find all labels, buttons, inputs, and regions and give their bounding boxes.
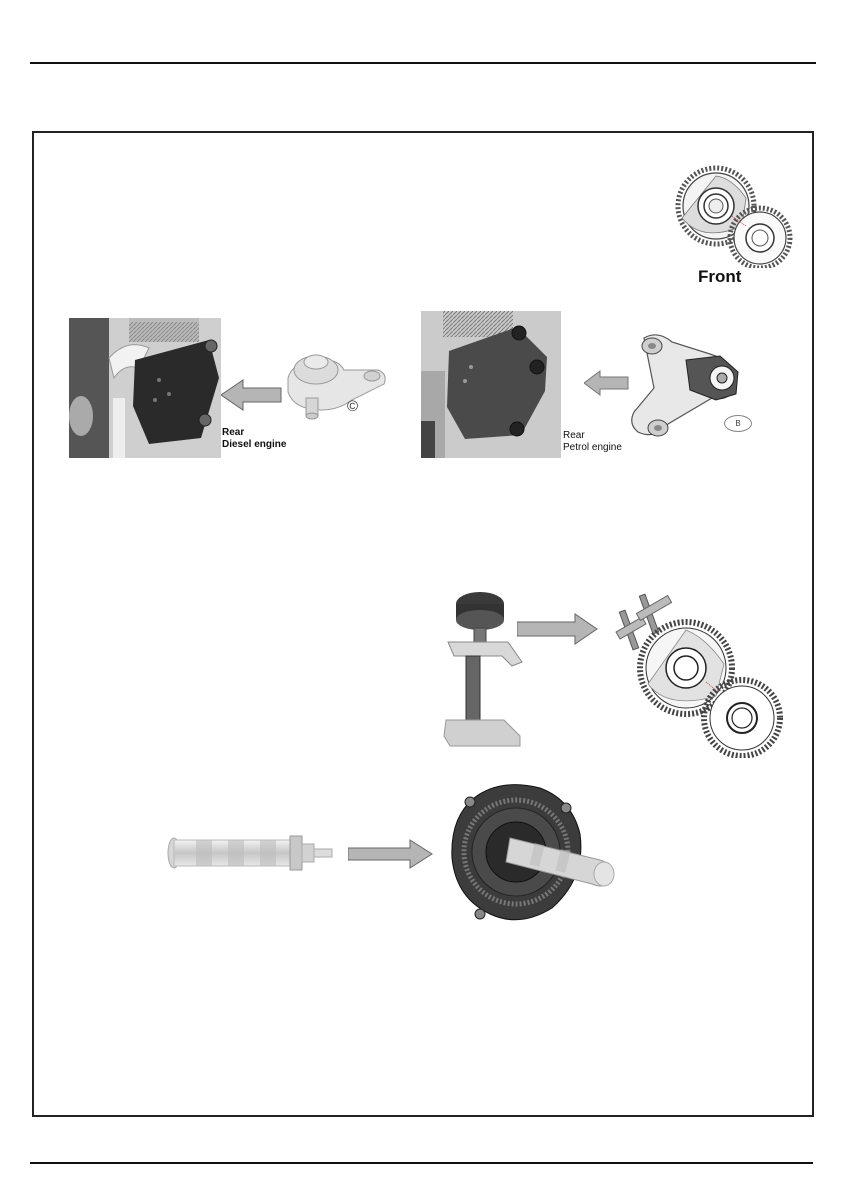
petrol-engine-photo <box>421 311 561 458</box>
front-label: Front <box>698 267 742 286</box>
diesel-arrow <box>221 378 283 412</box>
petrol-rear-label: Rear <box>563 430 585 441</box>
lower-timing-gear <box>704 680 780 756</box>
clamp-tool <box>440 590 524 750</box>
alignment-pin-tool <box>166 830 336 876</box>
pump-with-pin-assembly <box>440 778 630 930</box>
diesel-tool-mark: © <box>347 398 359 415</box>
gear-clamp-assembly <box>606 580 796 758</box>
clamp-arrow <box>517 612 599 646</box>
diesel-engine-illustration <box>69 318 221 458</box>
footer-rule <box>30 1162 813 1164</box>
diesel-locking-tool <box>282 348 390 428</box>
gear-diagram <box>672 158 798 268</box>
petrol-engine-label: Petrol engine <box>563 442 622 453</box>
diesel-engine-photo <box>69 318 221 458</box>
header-rule <box>30 62 816 64</box>
diesel-engine-label: Diesel engine <box>222 439 287 450</box>
diesel-rear-label: Rear <box>222 427 245 438</box>
pin-arrow <box>348 838 434 870</box>
lower-gear <box>730 208 790 268</box>
petrol-tool-mark: B <box>724 415 752 432</box>
petrol-engine-illustration <box>421 311 561 458</box>
